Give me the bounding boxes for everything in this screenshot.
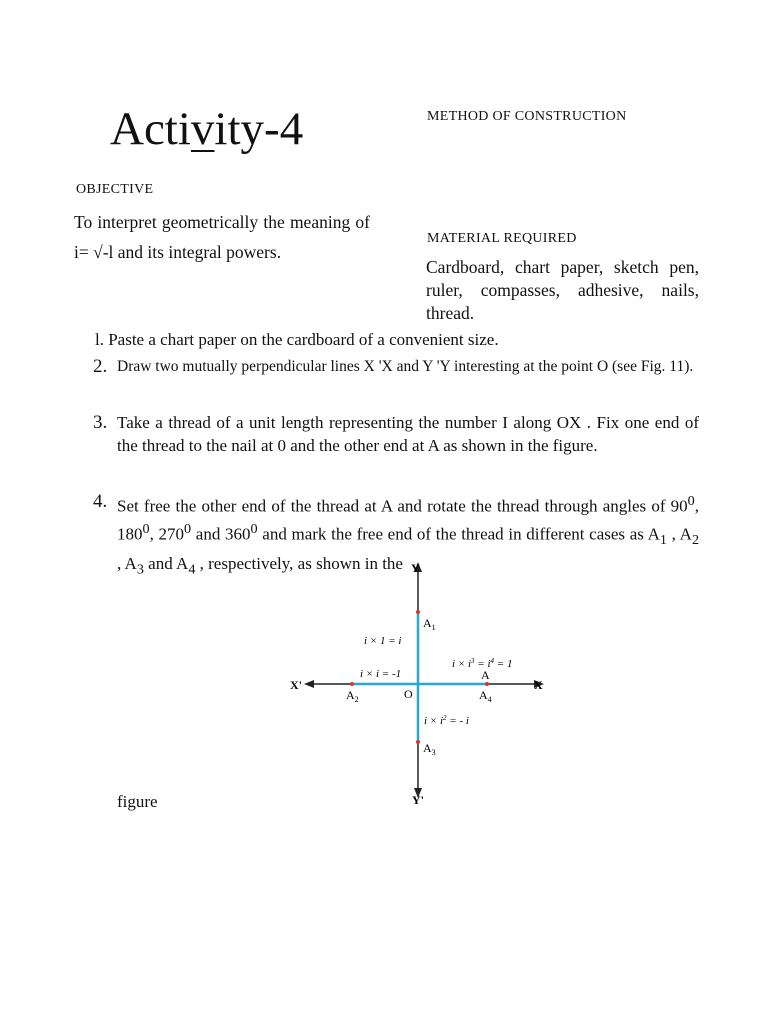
point-a1 <box>416 610 420 614</box>
step-2-number: 2. <box>93 356 108 377</box>
eq-i-times-1: i × 1 = i <box>364 635 402 647</box>
method-heading: METHOD OF CONSTRUCTION <box>427 109 627 124</box>
label-x: X <box>534 678 543 692</box>
complex-plane-diagram <box>280 560 550 810</box>
objective-text: To interpret geometrically the meaning of i= √-l and its integral powers. <box>74 212 370 262</box>
eq-i-cubed: $i \times i^3 = i^4 = 1$ <box>452 657 513 670</box>
label-y: Y <box>411 561 420 575</box>
label-a: A <box>481 668 490 682</box>
label-y-prime: Y' <box>412 793 424 807</box>
step-4-text: Set free the other end of the thread at A and rotate the thread through angles of $90^0$, $180^0$, $270^0$ and $360^0$ and mark the free end of the thread in different cases as $A_1$ , $A_2$ , $A_3$ and $A_4$ , respectively, as shown in the <box>117 493 700 578</box>
label-a3: $A_3$ <box>423 741 436 757</box>
label-x-prime: X' <box>290 678 302 692</box>
label-origin: O <box>404 687 413 701</box>
label-a2: $A_2$ <box>346 688 359 704</box>
step-1: l. Paste a chart paper on the cardboard of a convenient size. <box>95 330 499 349</box>
point-a3 <box>416 740 420 744</box>
eq-i-squared: $i \times i^2$ = - i <box>424 714 469 727</box>
step-2 <box>93 355 699 378</box>
label-a4: $A_4$ <box>479 688 492 704</box>
material-heading: MATERIAL REQUIRED <box>427 231 577 246</box>
figure-caption: figure <box>117 792 158 811</box>
step-3 <box>93 411 699 457</box>
eq-i-times-i: i × i = -1 <box>360 668 402 680</box>
point-a4 <box>485 682 489 686</box>
step-4-number: 4. <box>93 491 108 512</box>
material-text: Cardboard, chart paper, sketch pen, ruler, compasses, adhesive, nails, thread. <box>426 257 699 323</box>
label-a1: $A_1$ <box>423 616 436 632</box>
step-3-text: Take a thread of a unit length representing the number I along OX . Fix one end of the thread to the nail at 0 and the other end at A as shown in the figure. <box>117 413 699 455</box>
step-3-number: 3. <box>93 412 108 433</box>
objective-heading: OBJECTIVE <box>76 182 154 197</box>
point-a2 <box>350 682 354 686</box>
step-2-text: Draw two mutually perpendicular lines X 'X and Y 'Y interesting at the point O (see Fig. 11). <box>117 358 694 375</box>
activity-title: Activity-4 <box>110 103 304 155</box>
arrow-left-icon <box>304 680 314 688</box>
